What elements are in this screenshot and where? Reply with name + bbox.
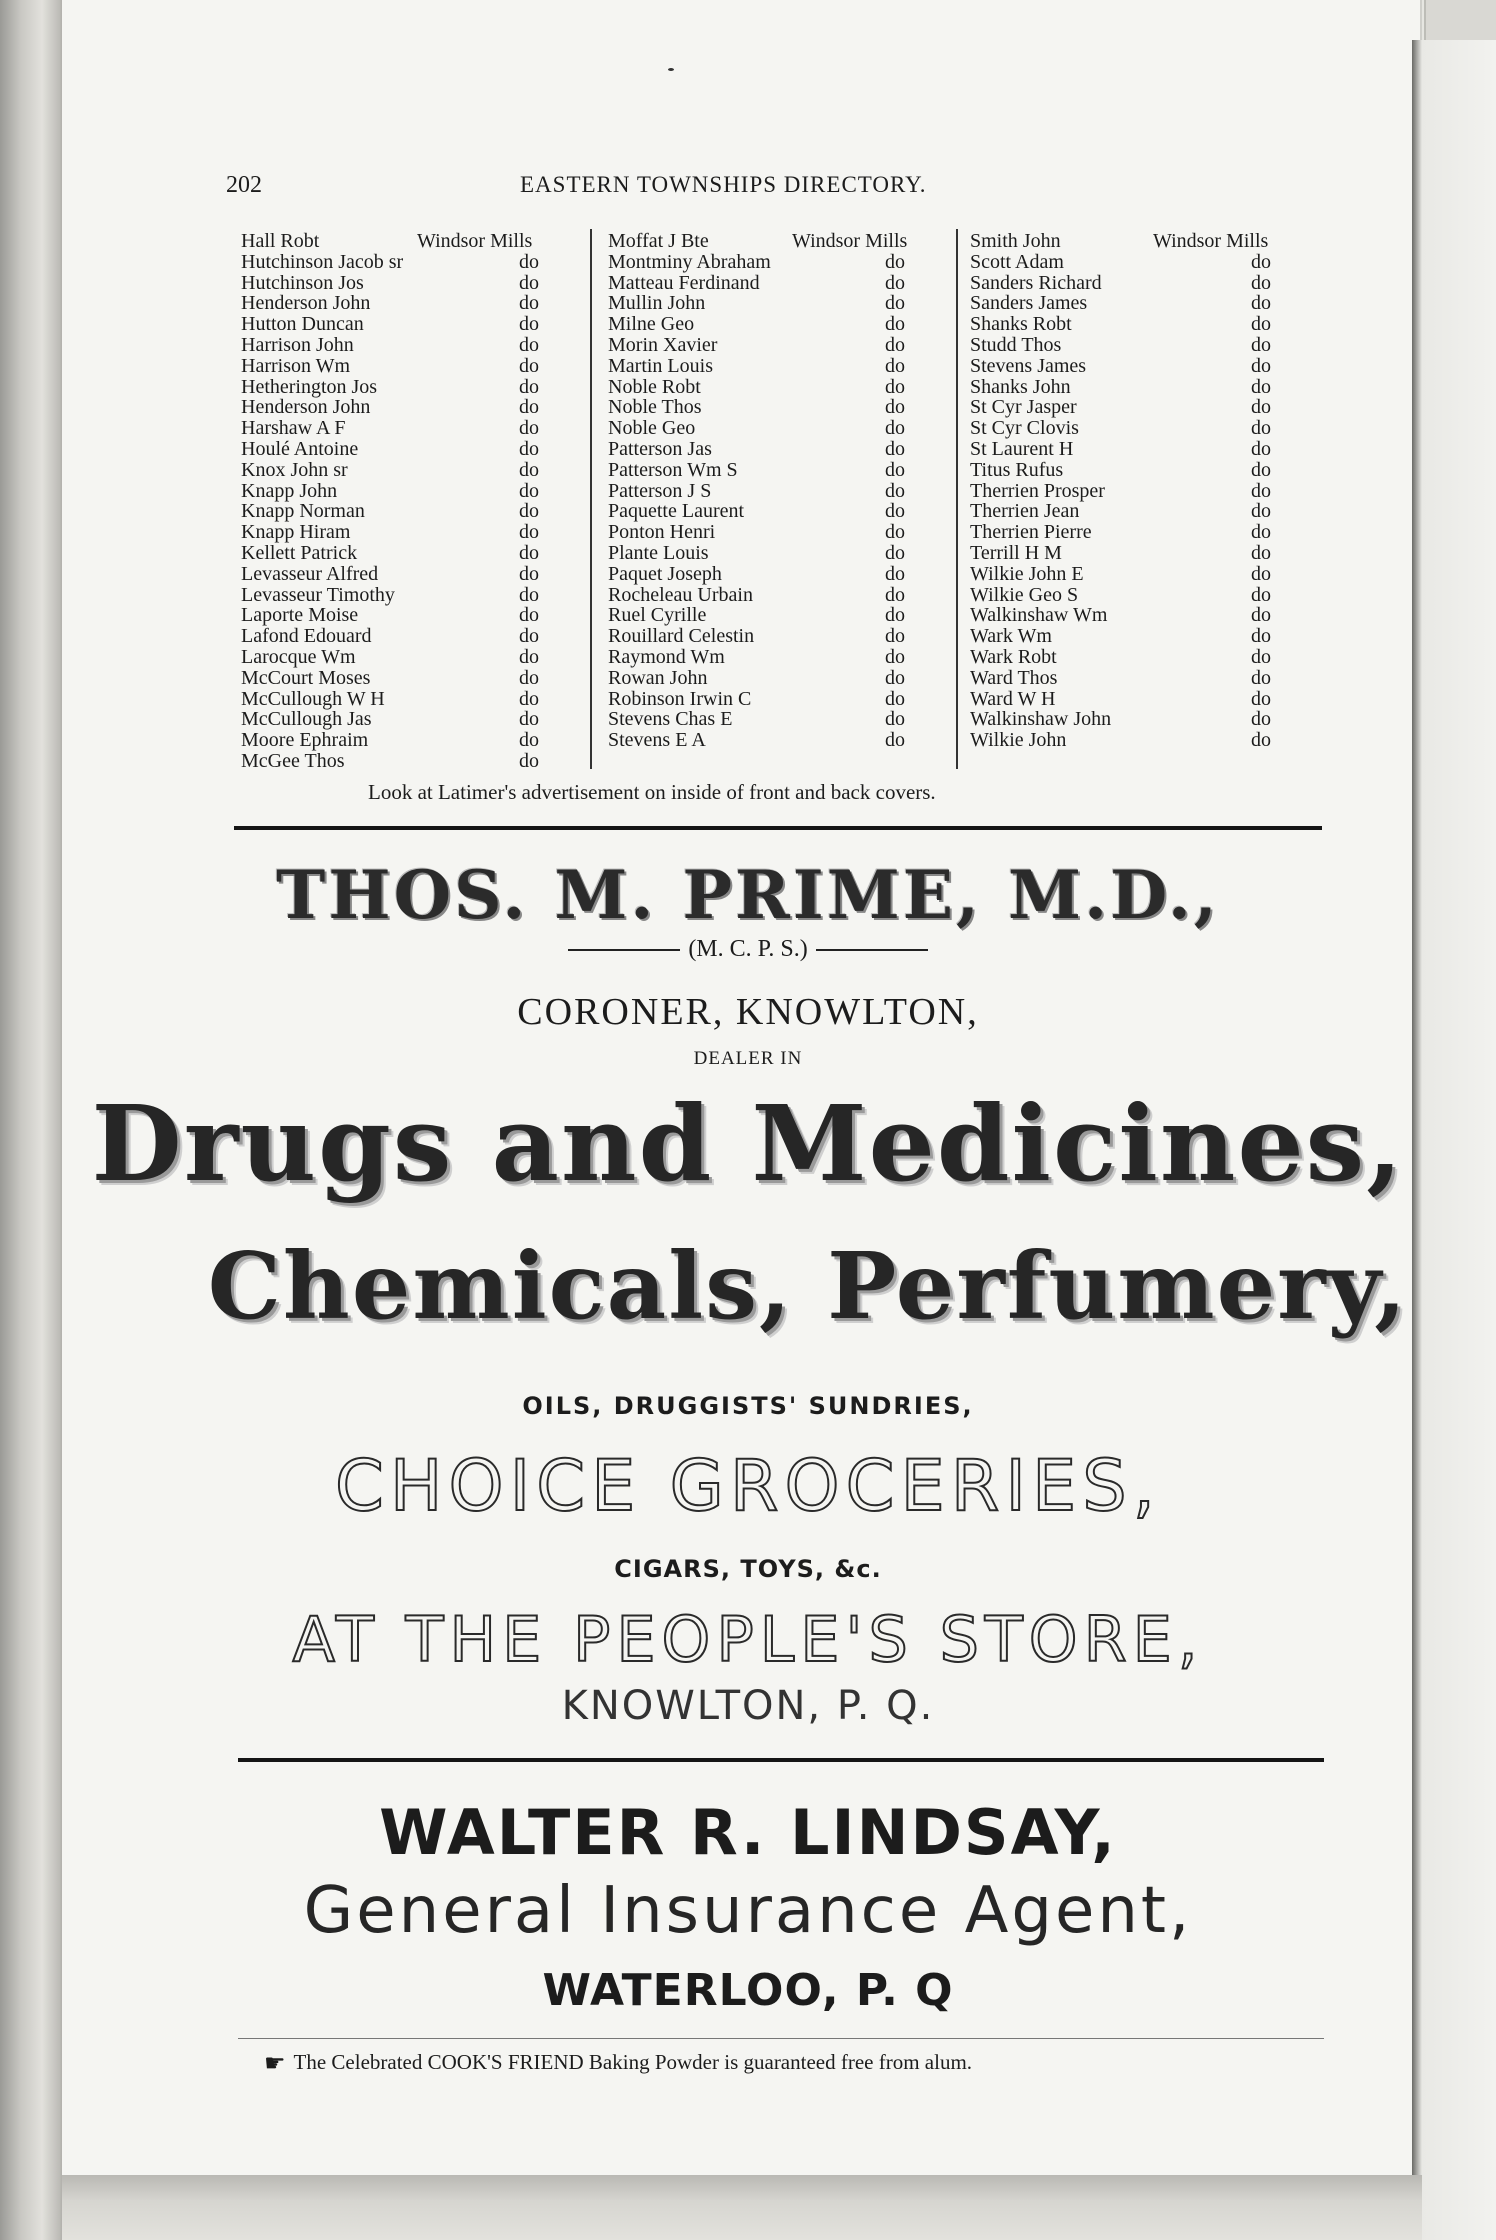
directory-entry — [241, 335, 591, 356]
entry-place: do — [1251, 396, 1271, 419]
entry-name: Wark Wm — [970, 625, 1052, 648]
entry-name: Shanks Robt — [970, 313, 1072, 336]
directory-entry — [241, 543, 591, 564]
prime-name: THOS. M. PRIME, M.D., — [276, 856, 1220, 934]
entry-place: do — [1251, 625, 1271, 648]
directory-entry — [608, 543, 958, 564]
entry-name: Knapp Hiram — [241, 521, 351, 544]
entry-place: do — [519, 708, 539, 731]
directory-entry — [608, 647, 958, 668]
entry-place: do — [1251, 583, 1271, 606]
directory-column-3 — [970, 231, 1320, 751]
entry-place: do — [885, 562, 905, 585]
section-rule — [238, 1758, 1324, 1762]
entry-place: do — [885, 417, 905, 440]
entry-place: do — [1251, 708, 1271, 731]
directory-entry — [608, 460, 958, 481]
entry-place: do — [885, 541, 905, 564]
entry-name: Ruel Cyrille — [608, 604, 707, 627]
entry-place: do — [519, 541, 539, 564]
directory-entry — [241, 605, 591, 626]
directory-entry — [608, 418, 958, 439]
entry-name: Hutton Duncan — [241, 313, 364, 336]
directory-entry — [241, 314, 591, 335]
entry-place: do — [1251, 313, 1271, 336]
entry-name: Smith John — [970, 230, 1061, 252]
entry-place: do — [885, 583, 905, 606]
directory-entry — [970, 397, 1320, 418]
footer-rule — [238, 2038, 1324, 2039]
directory-entry — [970, 564, 1320, 585]
entry-place: do — [519, 729, 539, 752]
directory-entry — [241, 377, 591, 398]
entry-name: Martin Louis — [608, 354, 713, 377]
directory-entry — [970, 439, 1320, 460]
entry-name: Laporte Moise — [241, 604, 359, 627]
directory-entry — [608, 252, 958, 273]
entry-name: Ward W H — [970, 687, 1056, 710]
entry-name: McCullough W H — [241, 687, 385, 710]
entry-place: do — [519, 604, 539, 627]
entry-name: Therrien Prosper — [970, 479, 1105, 502]
entry-name: Noble Geo — [608, 417, 696, 440]
entry-name: Wilkie John — [970, 729, 1067, 752]
entry-name: McCourt Moses — [241, 666, 371, 689]
entry-name: Henderson John — [241, 396, 371, 419]
entry-place: do — [1251, 292, 1271, 315]
entry-place: do — [519, 313, 539, 336]
entry-name: Ward Thos — [970, 666, 1058, 689]
directory-entry — [608, 522, 958, 543]
entry-name: Morin Xavier — [608, 333, 718, 356]
directory-column-1 — [241, 231, 591, 772]
entry-place: do — [885, 479, 905, 502]
directory-entry — [970, 293, 1320, 314]
directory-entry — [241, 689, 591, 710]
directory-entry — [970, 273, 1320, 294]
column-divider — [590, 229, 592, 769]
entry-place: do — [519, 375, 539, 398]
directory-entry — [970, 647, 1320, 668]
pointing-hand-icon: ☛ — [264, 2049, 286, 2077]
directory-entry — [608, 314, 958, 335]
directory-entry — [608, 730, 958, 751]
entry-name: Moffat J Bte — [608, 230, 709, 252]
entry-place: do — [519, 583, 539, 606]
entry-place: do — [885, 729, 905, 752]
footer-notice — [264, 2049, 972, 2077]
directory-entry — [970, 231, 1320, 252]
ink-speck — [668, 68, 674, 71]
entry-name: Knapp Norman — [241, 500, 365, 523]
entry-name: Rouillard Celestin — [608, 625, 755, 648]
entry-name: Lafond Edouard — [241, 625, 372, 648]
choice-groceries-heading: CHOICE GROCERIES, — [335, 1445, 1161, 1527]
entry-place: do — [519, 292, 539, 315]
directory-entry — [241, 356, 591, 377]
directory-entry — [608, 293, 958, 314]
entry-name: Walkinshaw John — [970, 708, 1112, 731]
entry-place: do — [519, 500, 539, 523]
directory-entry — [241, 522, 591, 543]
entry-place: do — [885, 521, 905, 544]
entry-name: Scott Adam — [970, 250, 1064, 273]
lindsay-title: General Insurance Agent, — [303, 1874, 1193, 1948]
entry-name: Rocheleau Urbain — [608, 583, 753, 606]
entry-name: Montminy Abraham — [608, 250, 771, 273]
entry-name: Walkinshaw Wm — [970, 604, 1108, 627]
entry-place: do — [885, 396, 905, 419]
page-bottom-edge — [62, 2175, 1422, 2240]
entry-place: do — [1251, 271, 1271, 294]
entry-place: do — [1251, 604, 1271, 627]
column-divider — [956, 229, 958, 769]
entry-name: Therrien Jean — [970, 500, 1080, 523]
entry-name: Harrison Wm — [241, 354, 351, 377]
entry-name: Wilkie John E — [970, 562, 1084, 585]
entry-name: McCullough Jas — [241, 708, 372, 731]
entry-place: do — [1251, 500, 1271, 523]
entry-name: Therrien Pierre — [970, 521, 1092, 544]
directory-entry — [241, 439, 591, 460]
directory-entry — [241, 564, 591, 585]
entry-name: McGee Thos — [241, 749, 345, 772]
entry-name: Raymond Wm — [608, 645, 725, 668]
directory-entry — [608, 481, 958, 502]
entry-place: do — [519, 437, 539, 460]
latimer-note: Look at Latimer's advertisement on inside of front and back covers. — [368, 780, 936, 804]
directory-entry — [970, 356, 1320, 377]
page-number: 202 — [226, 172, 262, 198]
directory-entry — [241, 460, 591, 481]
entry-place: do — [1251, 729, 1271, 752]
entry-place: do — [1251, 354, 1271, 377]
entry-place: do — [519, 354, 539, 377]
entry-place: do — [1251, 541, 1271, 564]
entry-place: do — [1251, 562, 1271, 585]
directory-entry — [241, 397, 591, 418]
entry-name: Hall Robt — [241, 230, 320, 252]
dealer-in: DEALER IN — [693, 1048, 803, 1069]
entry-place: do — [1251, 333, 1271, 356]
entry-name: Milne Geo — [608, 313, 695, 336]
credentials-rule-left — [568, 949, 680, 951]
directory-entry — [970, 460, 1320, 481]
entry-name: Robinson Irwin C — [608, 687, 752, 710]
directory-entry — [608, 356, 958, 377]
entry-name: Stevens E A — [608, 729, 706, 752]
entry-place: do — [519, 250, 539, 273]
entry-name: Wark Robt — [970, 645, 1057, 668]
directory-entry — [241, 293, 591, 314]
entry-place: do — [1251, 645, 1271, 668]
prime-title: CORONER, KNOWLTON, — [517, 991, 979, 1033]
directory-entry — [241, 501, 591, 522]
entry-name: Hutchinson Jos — [241, 271, 364, 294]
directory-entry — [608, 605, 958, 626]
entry-name: Studd Thos — [970, 333, 1062, 356]
directory-entry — [970, 626, 1320, 647]
entry-place: do — [519, 417, 539, 440]
entry-place: do — [885, 437, 905, 460]
entry-name: Noble Thos — [608, 396, 702, 419]
entry-place: do — [519, 271, 539, 294]
entry-name: Stevens James — [970, 354, 1087, 377]
entry-place: do — [1251, 437, 1271, 460]
chemicals-perfumery-heading: Chemicals, Perfumery, — [207, 1232, 1409, 1340]
entry-place: do — [519, 458, 539, 481]
entry-name: Larocque Wm — [241, 645, 356, 668]
directory-entry — [970, 335, 1320, 356]
entry-place: do — [519, 333, 539, 356]
entry-place: do — [885, 500, 905, 523]
entry-place: do — [885, 292, 905, 315]
entry-name: Levasseur Timothy — [241, 583, 395, 606]
cigars-line: CIGARS, TOYS, &c. — [614, 1555, 882, 1583]
entry-place: do — [1251, 479, 1271, 502]
entry-place: do — [519, 645, 539, 668]
entry-place: do — [519, 687, 539, 710]
directory-entry — [608, 273, 958, 294]
entry-name: Wilkie Geo S — [970, 583, 1079, 606]
entry-place: do — [885, 604, 905, 627]
directory-entry — [608, 564, 958, 585]
entry-name: Titus Rufus — [970, 458, 1064, 481]
directory-entry — [970, 689, 1320, 710]
prime-credentials: (M. C. P. S.) — [688, 936, 808, 962]
entry-name: Levasseur Alfred — [241, 562, 379, 585]
entry-place: do — [519, 479, 539, 502]
lindsay-name: WALTER R. LINDSAY, — [379, 1796, 1117, 1869]
entry-place: do — [519, 666, 539, 689]
directory-entry — [970, 252, 1320, 273]
entry-name: Terrill H M — [970, 541, 1062, 564]
entry-place: do — [519, 396, 539, 419]
directory-entry — [241, 668, 591, 689]
directory-entry — [608, 626, 958, 647]
peoples-store-heading: AT THE PEOPLE'S STORE, — [292, 1603, 1204, 1676]
entry-name: Plante Louis — [608, 541, 709, 564]
directory-entry — [608, 668, 958, 689]
directory-entry — [970, 314, 1320, 335]
entry-place: do — [519, 562, 539, 585]
entry-place: do — [519, 625, 539, 648]
entry-name: Ponton Henri — [608, 521, 716, 544]
directory-entry — [241, 481, 591, 502]
directory-entry — [970, 585, 1320, 606]
directory-entry — [970, 481, 1320, 502]
entry-place: do — [1251, 458, 1271, 481]
entry-name: Patterson Wm S — [608, 458, 738, 481]
footer-text: The Celebrated COOK'S FRIEND Baking Powder is guaranteed free from alum. — [293, 2050, 973, 2074]
entry-place: do — [885, 313, 905, 336]
entry-place: Windsor Mills — [1153, 230, 1269, 252]
entry-name: Moore Ephraim — [241, 729, 369, 752]
entry-place: do — [519, 749, 539, 772]
entry-name: Sanders Richard — [970, 271, 1102, 294]
entry-name: Mullin John — [608, 292, 706, 315]
directory-entry — [608, 397, 958, 418]
directory-entry — [608, 377, 958, 398]
directory-entry — [241, 418, 591, 439]
entry-place: do — [885, 271, 905, 294]
entry-name: Rowan John — [608, 666, 708, 689]
directory-entry — [241, 709, 591, 730]
entry-name: Hutchinson Jacob sr — [241, 250, 404, 273]
entry-name: Knox John sr — [241, 458, 348, 481]
entry-place: do — [885, 375, 905, 398]
entry-name: Henderson John — [241, 292, 371, 315]
entry-name: Paquet Joseph — [608, 562, 722, 585]
directory-entry — [970, 418, 1320, 439]
entry-place: do — [885, 333, 905, 356]
entry-name: St Cyr Jasper — [970, 396, 1077, 419]
lindsay-location: WATERLOO, P. Q — [542, 1965, 954, 2016]
drugs-medicines-heading: Drugs and Medicines, — [91, 1082, 1405, 1205]
entry-name: Shanks John — [970, 375, 1071, 398]
entry-place: do — [1251, 375, 1271, 398]
directory-entry — [970, 522, 1320, 543]
directory-entry — [241, 252, 591, 273]
entry-name: Noble Robt — [608, 375, 701, 398]
directory-entry — [970, 605, 1320, 626]
entry-place: do — [1251, 250, 1271, 273]
directory-entry — [241, 273, 591, 294]
directory-entry — [970, 501, 1320, 522]
entry-place: Windsor Mills — [417, 230, 533, 252]
directory-entry — [608, 335, 958, 356]
directory-column-2 — [608, 231, 958, 751]
entry-place: do — [1251, 687, 1271, 710]
directory-entry — [970, 377, 1320, 398]
directory-entry — [970, 730, 1320, 751]
directory-entry — [608, 689, 958, 710]
directory-entry — [608, 439, 958, 460]
oils-line: OILS, DRUGGISTS' SUNDRIES, — [522, 1392, 974, 1420]
directory-entry — [970, 543, 1320, 564]
entry-name: Hetherington Jos — [241, 375, 378, 398]
entry-place: do — [885, 354, 905, 377]
entry-name: St Cyr Clovis — [970, 417, 1079, 440]
entry-name: Houlé Antoine — [241, 437, 359, 460]
entry-place: do — [519, 521, 539, 544]
entry-place: do — [1251, 417, 1271, 440]
directory-entry — [241, 231, 591, 252]
entry-place: do — [885, 625, 905, 648]
prime-credentials-line — [0, 936, 1496, 963]
directory-entry — [970, 668, 1320, 689]
credentials-rule-right — [816, 949, 928, 951]
entry-name: Stevens Chas E — [608, 708, 733, 731]
directory-entry — [241, 585, 591, 606]
directory-entry — [608, 501, 958, 522]
entry-name: Matteau Ferdinand — [608, 271, 760, 294]
entry-name: St Laurent H — [970, 437, 1074, 460]
section-rule — [234, 826, 1322, 830]
entry-place: do — [885, 458, 905, 481]
entry-name: Knapp John — [241, 479, 338, 502]
prime-location: KNOWLTON, P. Q. — [561, 1683, 935, 1729]
directory-entry — [608, 585, 958, 606]
entry-place: do — [885, 666, 905, 689]
directory-entry — [241, 730, 591, 751]
entry-place: do — [885, 687, 905, 710]
entry-place: do — [1251, 666, 1271, 689]
entry-place: Windsor Mills — [792, 230, 908, 252]
directory-entry — [241, 626, 591, 647]
entry-name: Patterson Jas — [608, 437, 712, 460]
running-head: EASTERN TOWNSHIPS DIRECTORY. — [520, 172, 927, 197]
directory-entry — [241, 751, 591, 772]
entry-name: Harrison John — [241, 333, 354, 356]
entry-name: Patterson J S — [608, 479, 712, 502]
entry-name: Harshaw A F — [241, 417, 346, 440]
directory-entry — [608, 231, 958, 252]
directory-entry — [970, 709, 1320, 730]
entry-name: Kellett Patrick — [241, 541, 358, 564]
entry-place: do — [1251, 521, 1271, 544]
entry-name: Sanders James — [970, 292, 1088, 315]
entry-place: do — [885, 708, 905, 731]
entry-place: do — [885, 645, 905, 668]
directory-entry — [241, 647, 591, 668]
entry-place: do — [885, 250, 905, 273]
directory-entry — [608, 709, 958, 730]
entry-name: Paquette Laurent — [608, 500, 745, 523]
